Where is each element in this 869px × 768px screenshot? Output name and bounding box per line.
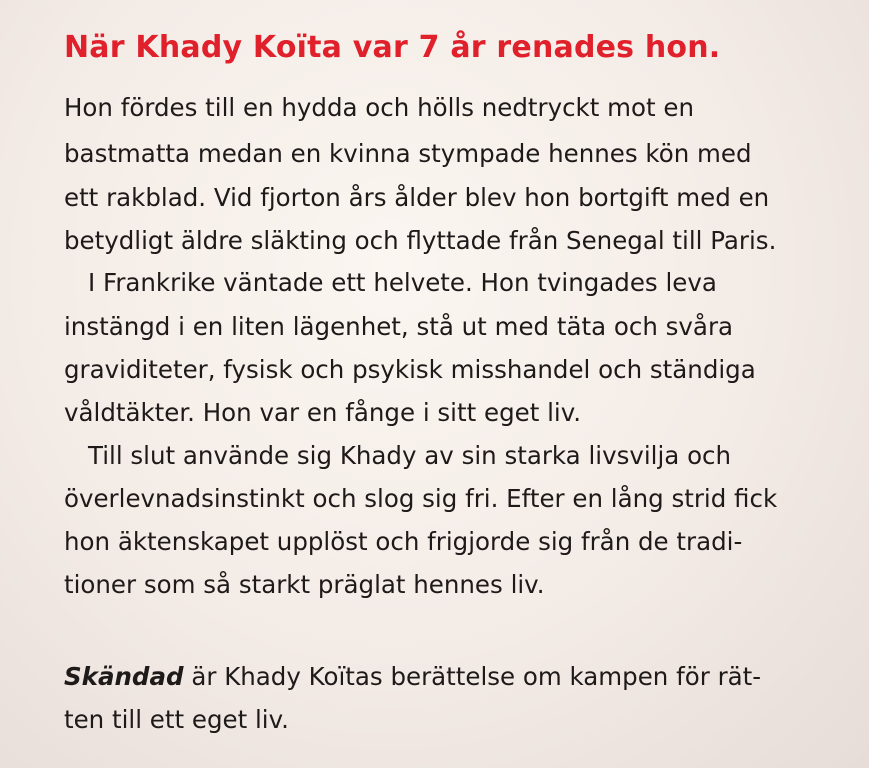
headline: När Khady Koïta var 7 år renades hon. — [64, 30, 721, 65]
body-line: I Frankrike väntade ett helvete. Hon tvingades leva — [88, 268, 717, 297]
body-line: hon äktenskapet upplöst och frigjorde sig från de tradi- — [64, 527, 743, 556]
book-title: Skändad — [64, 662, 184, 691]
body-line: tioner som så starkt präglat hennes liv. — [64, 570, 545, 599]
body-line: våldtäkter. Hon var en fånge i sitt eget liv. — [64, 398, 582, 427]
body-line: bastmatta medan en kvinna stympade hennes kön med — [64, 139, 752, 168]
body-line: betydligt äldre släkting och flyttade från Senegal till Paris. — [64, 226, 777, 255]
body-line: överlevnadsinstinkt och slog sig fri. Efter en lång strid fick — [64, 484, 778, 513]
body-line: graviditeter, fysisk och psykisk misshandel och ständiga — [64, 355, 756, 384]
body-line: Hon fördes till en hydda och hölls nedtryckt mot en — [64, 93, 694, 122]
closing-line — [64, 662, 761, 692]
body-line: instängd i en liten lägenhet, stå ut med täta och svåra — [64, 312, 734, 341]
body-line: ett rakblad. Vid fjorton års ålder blev hon bortgift med en — [64, 183, 770, 212]
closing-text: är Khady Koïtas berättelse om kampen för rät- — [183, 662, 762, 691]
body-line: Till slut använde sig Khady av sin starka livsvilja och — [88, 441, 732, 470]
closing-line: ten till ett eget liv. — [64, 705, 289, 734]
